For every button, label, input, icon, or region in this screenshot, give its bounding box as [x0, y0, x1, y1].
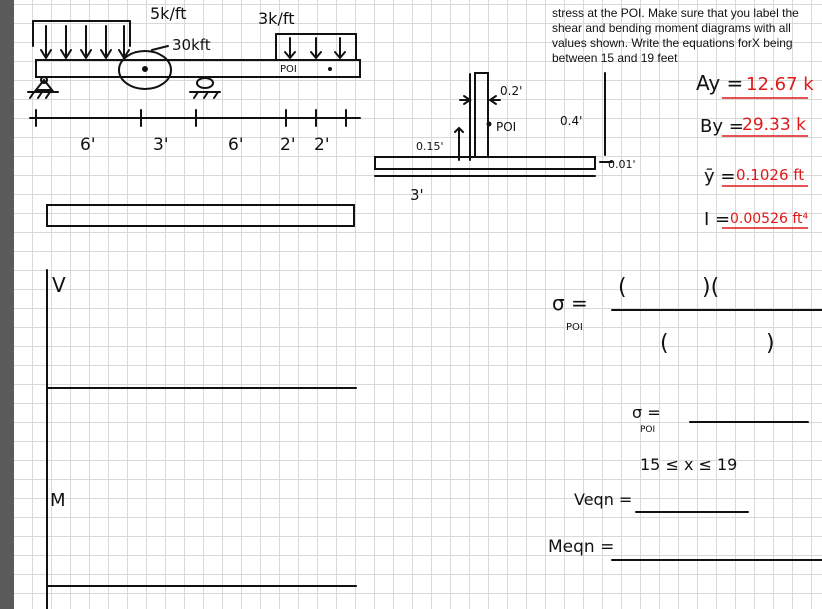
meqn-label: Meqn =	[548, 537, 615, 557]
beam-poi-label: POI	[280, 64, 297, 75]
sigma-poi-sub: POI	[566, 322, 583, 333]
sigma-label: σ =	[552, 291, 588, 315]
span-4: 2'	[280, 135, 296, 155]
by-label: By =	[700, 116, 744, 137]
paren-3: (	[660, 331, 669, 356]
moment-label: M	[50, 490, 66, 511]
roller-support	[190, 78, 220, 98]
ay-value: 12.67 k	[746, 74, 814, 95]
span-1: 6'	[80, 135, 96, 155]
span-3: 6'	[228, 135, 244, 155]
sigma2-label: σ =	[632, 403, 661, 422]
bottom-thickness: 0.01'	[608, 158, 636, 171]
section-poi-label: POI	[496, 120, 517, 134]
poi-marker	[487, 122, 492, 127]
paren-2: )(	[702, 275, 720, 300]
section-width: 3'	[410, 186, 424, 204]
shear-label: V	[52, 273, 66, 297]
beam-poi-marker	[328, 67, 332, 71]
poi-offset: 0.15'	[416, 140, 444, 153]
inertia-label: I =	[704, 209, 731, 230]
ybar-label: ȳ =	[704, 166, 736, 187]
paren-1: (	[618, 275, 627, 300]
beam	[36, 60, 360, 77]
beam-outline	[47, 205, 354, 226]
ybar-value: 0.1026 ft	[736, 166, 805, 184]
paren-4: )	[766, 331, 775, 356]
inertia-value: 0.00526 ft⁴	[730, 211, 809, 227]
x-range: 15 ≤ x ≤ 19	[640, 455, 738, 474]
pin-support	[28, 77, 58, 98]
by-value: 29.33 k	[742, 115, 806, 135]
load-left-label: 5k/ft	[150, 4, 187, 23]
ay-label: Ay =	[696, 71, 744, 95]
dimension-line	[30, 110, 360, 126]
span-2: 3'	[153, 135, 169, 155]
point-load-label: 30kft	[172, 36, 211, 54]
load-right-label: 3k/ft	[258, 9, 295, 28]
distributed-load-right	[276, 34, 356, 60]
sigma2-poi-sub: POI	[640, 425, 656, 435]
moment-pointer	[152, 46, 168, 50]
flange-thickness: 0.2'	[500, 84, 523, 98]
veqn-label: Veqn =	[574, 490, 633, 509]
distributed-load-left	[33, 21, 130, 58]
problem-statement: stress at the POI. Make sure that you label the shear and bending moment diagrams with all values shown. Write the equations forX being between 15 and 19 feet	[552, 6, 799, 65]
web-height: 0.4'	[560, 114, 583, 128]
span-5: 2'	[314, 135, 330, 155]
